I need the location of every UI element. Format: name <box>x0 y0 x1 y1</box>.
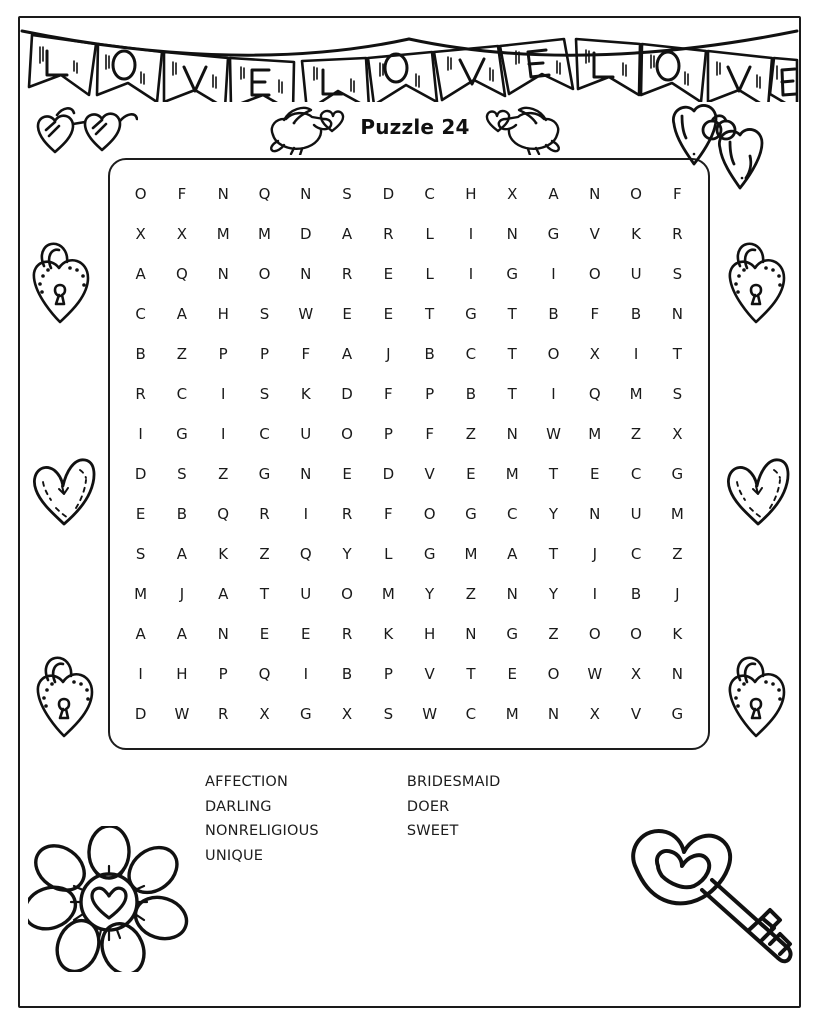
grid-cell[interactable]: B <box>424 344 435 363</box>
grid-cell[interactable]: F <box>384 384 393 403</box>
grid-cell[interactable]: L <box>384 544 393 563</box>
grid-cell[interactable]: W <box>174 704 190 723</box>
grid-cell[interactable]: T <box>466 664 476 683</box>
grid-cell[interactable]: D <box>341 384 353 403</box>
grid-cell[interactable]: B <box>176 504 188 523</box>
grid-cell[interactable]: B <box>548 304 559 323</box>
heart-padlock-icon <box>30 650 110 742</box>
grid-cell[interactable]: A <box>176 304 188 323</box>
word-list-item[interactable]: SWEET <box>406 823 459 839</box>
dove-with-heart-icon <box>264 99 350 155</box>
grid-cell[interactable]: P <box>425 384 435 403</box>
grid-cell[interactable]: R <box>135 384 146 403</box>
grid-cell[interactable]: R <box>341 504 353 523</box>
word-search-grid-panel <box>108 158 710 750</box>
grid-cell[interactable]: G <box>465 504 477 523</box>
grid-cell[interactable]: G <box>506 624 519 643</box>
grid-cell[interactable]: A <box>341 344 353 363</box>
grid-cell[interactable]: H <box>423 624 436 643</box>
grid-cell[interactable]: B <box>630 584 642 603</box>
grid-cell[interactable]: G <box>423 544 436 563</box>
grid-cell[interactable]: E <box>259 624 270 643</box>
grid-cell[interactable]: U <box>300 584 312 603</box>
grid-cell[interactable]: I <box>220 384 226 403</box>
word-list-item[interactable]: BRIDESMAID <box>406 774 501 790</box>
grid-cell[interactable]: N <box>300 464 312 483</box>
word-list-item[interactable]: DARLING <box>205 798 272 815</box>
word-list-column <box>407 770 501 868</box>
grid-cell[interactable]: P <box>259 344 270 363</box>
grid-cell[interactable]: X <box>259 704 270 723</box>
letter-grid[interactable] <box>110 160 708 748</box>
grid-cell[interactable]: X <box>341 704 353 723</box>
grid-cell[interactable]: E <box>383 264 394 283</box>
grid-cell[interactable]: G <box>671 704 684 723</box>
grid-cell[interactable]: E <box>342 464 352 483</box>
grid-cell[interactable]: E <box>342 304 352 323</box>
grid-cell[interactable]: Z <box>465 424 477 443</box>
grid-cell[interactable]: G <box>671 464 684 483</box>
grid-cell[interactable]: B <box>465 384 477 403</box>
grid-cell[interactable]: S <box>342 184 352 203</box>
grid-cell[interactable]: I <box>551 264 556 283</box>
grid-cell[interactable]: N <box>217 264 229 283</box>
grid-cell[interactable]: P <box>218 664 228 683</box>
grid-cell[interactable]: N <box>300 184 312 203</box>
word-list-item[interactable]: NONRELIGIOUS <box>205 823 319 839</box>
heart-padlock-icon <box>722 236 802 328</box>
grid-cell[interactable]: K <box>383 624 394 643</box>
grid-cell[interactable]: O <box>258 264 271 283</box>
grid-cell[interactable]: I <box>220 424 226 443</box>
grid-cell[interactable]: G <box>299 704 312 723</box>
grid-cell[interactable]: T <box>507 384 517 403</box>
grid-cell[interactable]: G <box>176 424 188 443</box>
grid-cell[interactable]: C <box>176 384 188 403</box>
grid-cell[interactable]: F <box>590 304 600 323</box>
grid-cell[interactable]: V <box>424 664 435 683</box>
grid-cell[interactable]: M <box>505 464 519 483</box>
grid-cell[interactable]: G <box>465 304 477 323</box>
grid-cell[interactable]: I <box>468 264 474 283</box>
grid-cell[interactable]: N <box>506 224 518 243</box>
grid-cell[interactable]: K <box>672 624 683 643</box>
grid-cell[interactable]: R <box>259 504 270 523</box>
grid-cell[interactable]: X <box>135 224 146 243</box>
grid-cell[interactable]: D <box>134 704 147 723</box>
grid-cell[interactable]: M <box>381 584 395 603</box>
grid-cell[interactable]: E <box>507 664 517 683</box>
grid-cell[interactable]: S <box>177 464 187 483</box>
grid-cell[interactable]: Y <box>425 584 435 603</box>
grid-cell[interactable]: S <box>135 544 146 563</box>
grid-cell[interactable]: C <box>630 544 642 563</box>
hand-drawn-heart-icon <box>722 450 794 530</box>
hand-drawn-heart-icon <box>28 450 100 530</box>
grid-cell[interactable]: X <box>672 424 683 443</box>
grid-cell[interactable]: W <box>587 664 603 683</box>
grid-cell[interactable]: V <box>424 464 435 483</box>
grid-cell[interactable]: J <box>179 584 185 603</box>
grid-cell[interactable]: Z <box>259 544 270 563</box>
grid-cell[interactable]: Q <box>258 664 271 683</box>
grid-cell[interactable]: D <box>134 464 147 483</box>
grid-cell[interactable]: F <box>425 424 434 443</box>
grid-cell[interactable]: D <box>300 224 312 243</box>
grid-cell[interactable]: O <box>341 584 353 603</box>
grid-cell[interactable]: M <box>588 424 602 443</box>
grid-cell[interactable]: S <box>259 304 270 323</box>
grid-cell[interactable]: L <box>425 264 434 283</box>
grid-cell[interactable]: R <box>672 224 683 243</box>
grid-cell[interactable]: A <box>135 624 146 643</box>
grid-cell[interactable]: W <box>546 424 561 443</box>
grid-cell[interactable]: Z <box>218 464 229 483</box>
grid-cell[interactable]: Q <box>217 504 230 523</box>
grid-cell[interactable]: N <box>671 304 683 323</box>
dove-with-heart-icon <box>480 99 566 155</box>
grid-cell[interactable]: P <box>383 424 393 443</box>
grid-cell[interactable]: Z <box>630 424 642 443</box>
love-banner <box>20 17 799 102</box>
grid-cell[interactable]: N <box>465 624 477 643</box>
grid-cell[interactable]: E <box>466 464 476 483</box>
grid-cell[interactable]: C <box>135 304 146 323</box>
grid-cell[interactable]: T <box>259 584 270 603</box>
grid-cell[interactable]: O <box>547 664 560 683</box>
grid-cell[interactable]: C <box>506 504 518 523</box>
grid-cell[interactable]: Q <box>588 384 601 403</box>
grid-cell[interactable]: I <box>468 224 474 243</box>
grid-cell[interactable]: A <box>176 624 188 643</box>
grid-cell[interactable]: H <box>465 184 477 203</box>
grid-cell[interactable]: D <box>382 464 395 483</box>
flower-with-heart-icon <box>28 826 190 972</box>
grid-cell[interactable]: N <box>506 584 518 603</box>
grid-cell[interactable]: X <box>176 224 188 243</box>
grid-cell[interactable]: M <box>670 504 684 523</box>
grid-cell[interactable]: O <box>341 424 353 443</box>
word-list-item[interactable]: UNIQUE <box>205 847 264 864</box>
grid-cell[interactable]: P <box>383 664 393 683</box>
grid-cell[interactable]: O <box>134 184 147 203</box>
heart-key-icon <box>612 818 802 978</box>
grid-cell[interactable]: M <box>464 544 478 563</box>
grid-cell[interactable]: Y <box>548 584 559 603</box>
grid-cell[interactable]: T <box>672 344 682 363</box>
heart-sunglasses-icon <box>28 104 138 166</box>
word-list-column <box>205 770 319 868</box>
grid-cell[interactable]: S <box>383 704 394 723</box>
grid-cell[interactable]: J <box>592 544 597 563</box>
grid-cell[interactable]: J <box>386 344 391 363</box>
word-list <box>205 770 675 868</box>
grid-cell[interactable]: A <box>507 544 518 563</box>
grid-cell[interactable]: S <box>672 384 683 403</box>
grid-cell[interactable]: N <box>589 504 601 523</box>
grid-cell[interactable]: M <box>134 584 148 603</box>
grid-cell[interactable]: P <box>218 344 228 363</box>
grid-cell[interactable]: Z <box>465 584 477 603</box>
grid-cell[interactable]: D <box>382 184 395 203</box>
word-list-item[interactable]: AFFECTION <box>205 774 289 790</box>
grid-cell[interactable]: G <box>506 264 519 283</box>
grid-cell[interactable]: C <box>465 344 477 363</box>
grid-cell[interactable]: R <box>341 624 353 643</box>
heart-padlock-icon <box>722 650 802 742</box>
grid-cell[interactable]: I <box>592 584 597 603</box>
grid-cell[interactable]: O <box>630 624 642 643</box>
heart-padlock-icon <box>26 236 106 328</box>
grid-cell[interactable]: U <box>630 264 642 283</box>
grid-cell[interactable]: N <box>589 184 601 203</box>
grid-cell[interactable]: Y <box>342 544 352 563</box>
page-title: Puzzle 24 <box>360 115 470 139</box>
grid-cell[interactable]: A <box>548 184 559 203</box>
grid-cell[interactable]: E <box>135 504 146 523</box>
grid-cell[interactable]: A <box>218 584 229 603</box>
grid-cell[interactable]: C <box>465 704 477 723</box>
grid-cell[interactable]: R <box>383 224 394 243</box>
grid-cell[interactable]: Q <box>299 544 312 563</box>
grid-cell[interactable]: B <box>341 664 353 683</box>
grid-cell[interactable]: T <box>548 544 559 563</box>
grid-cell[interactable]: F <box>177 184 187 203</box>
grid-cell[interactable]: L <box>425 224 434 243</box>
grid-cell[interactable]: N <box>547 704 560 723</box>
grid-cell[interactable]: K <box>300 384 311 403</box>
grid-cell[interactable]: V <box>630 704 642 723</box>
grid-cell[interactable]: M <box>258 224 271 243</box>
grid-cell[interactable]: A <box>135 264 146 283</box>
grid-cell[interactable]: I <box>303 504 308 523</box>
grid-cell[interactable]: A <box>341 224 353 243</box>
grid-cell[interactable]: R <box>341 264 353 283</box>
grid-cell[interactable]: N <box>217 624 229 643</box>
grid-cell[interactable]: I <box>138 664 143 683</box>
grid-cell[interactable]: X <box>630 664 642 683</box>
grid-cell[interactable]: I <box>138 424 143 443</box>
grid-cell[interactable]: M <box>629 384 643 403</box>
grid-cell[interactable]: N <box>300 264 312 283</box>
grid-cell[interactable]: O <box>588 624 601 643</box>
grid-cell[interactable]: K <box>631 224 641 243</box>
grid-cell[interactable]: T <box>548 464 559 483</box>
word-list-item[interactable]: DOER <box>406 798 450 815</box>
grid-cell[interactable]: H <box>217 304 229 323</box>
grid-cell[interactable]: G <box>258 464 271 483</box>
grid-cell[interactable]: Z <box>672 544 683 563</box>
linked-hearts-icon <box>660 96 790 202</box>
grid-cell[interactable]: K <box>218 544 229 563</box>
grid-cell[interactable]: M <box>216 224 230 243</box>
grid-cell[interactable]: E <box>590 464 600 483</box>
grid-cell[interactable]: U <box>630 504 642 523</box>
grid-cell[interactable]: B <box>135 344 146 363</box>
grid-cell[interactable]: S <box>259 384 270 403</box>
grid-cell[interactable]: Y <box>548 504 559 523</box>
grid-cell[interactable]: O <box>547 344 560 363</box>
grid-cell[interactable]: N <box>506 424 518 443</box>
grid-cell[interactable]: G <box>547 224 560 243</box>
grid-cell[interactable]: C <box>259 424 270 443</box>
grid-cell[interactable]: O <box>423 504 436 523</box>
grid-cell[interactable]: W <box>298 304 314 323</box>
grid-cell[interactable]: I <box>303 664 308 683</box>
grid-cell[interactable]: I <box>551 384 556 403</box>
grid-cell[interactable]: C <box>630 464 642 483</box>
grid-cell[interactable]: X <box>589 344 600 363</box>
grid-cell[interactable]: X <box>589 704 600 723</box>
grid-cell[interactable]: H <box>176 664 188 683</box>
grid-cell[interactable]: F <box>301 344 311 363</box>
grid-cell[interactable]: M <box>505 704 519 723</box>
grid-cell[interactable]: F <box>673 184 682 203</box>
grid-cell[interactable]: C <box>424 184 435 203</box>
grid-cell[interactable]: Z <box>176 344 188 363</box>
grid-cell[interactable]: Z <box>548 624 559 643</box>
grid-cell[interactable]: U <box>300 424 312 443</box>
grid-cell[interactable]: E <box>383 304 394 323</box>
grid-cell[interactable]: T <box>507 304 517 323</box>
grid-cell[interactable]: O <box>630 184 642 203</box>
grid-cell[interactable]: T <box>507 344 517 363</box>
grid-cell[interactable]: Q <box>176 264 188 283</box>
grid-cell[interactable]: N <box>671 664 683 683</box>
grid-cell[interactable]: N <box>217 184 229 203</box>
grid-cell[interactable]: S <box>672 264 683 283</box>
grid-cell[interactable]: A <box>176 544 188 563</box>
grid-cell[interactable]: I <box>633 344 639 363</box>
grid-cell[interactable]: W <box>422 704 438 723</box>
grid-cell[interactable]: O <box>588 264 601 283</box>
grid-cell[interactable]: V <box>589 224 600 243</box>
grid-cell[interactable]: X <box>507 184 518 203</box>
grid-cell[interactable]: J <box>675 584 680 603</box>
grid-cell[interactable]: F <box>384 504 393 523</box>
grid-cell[interactable]: R <box>217 704 229 723</box>
grid-cell[interactable]: E <box>301 624 311 643</box>
grid-cell[interactable]: T <box>425 304 435 323</box>
grid-cell[interactable]: B <box>630 304 642 323</box>
grid-cell[interactable]: Q <box>258 184 271 203</box>
header-title-row <box>250 96 580 158</box>
